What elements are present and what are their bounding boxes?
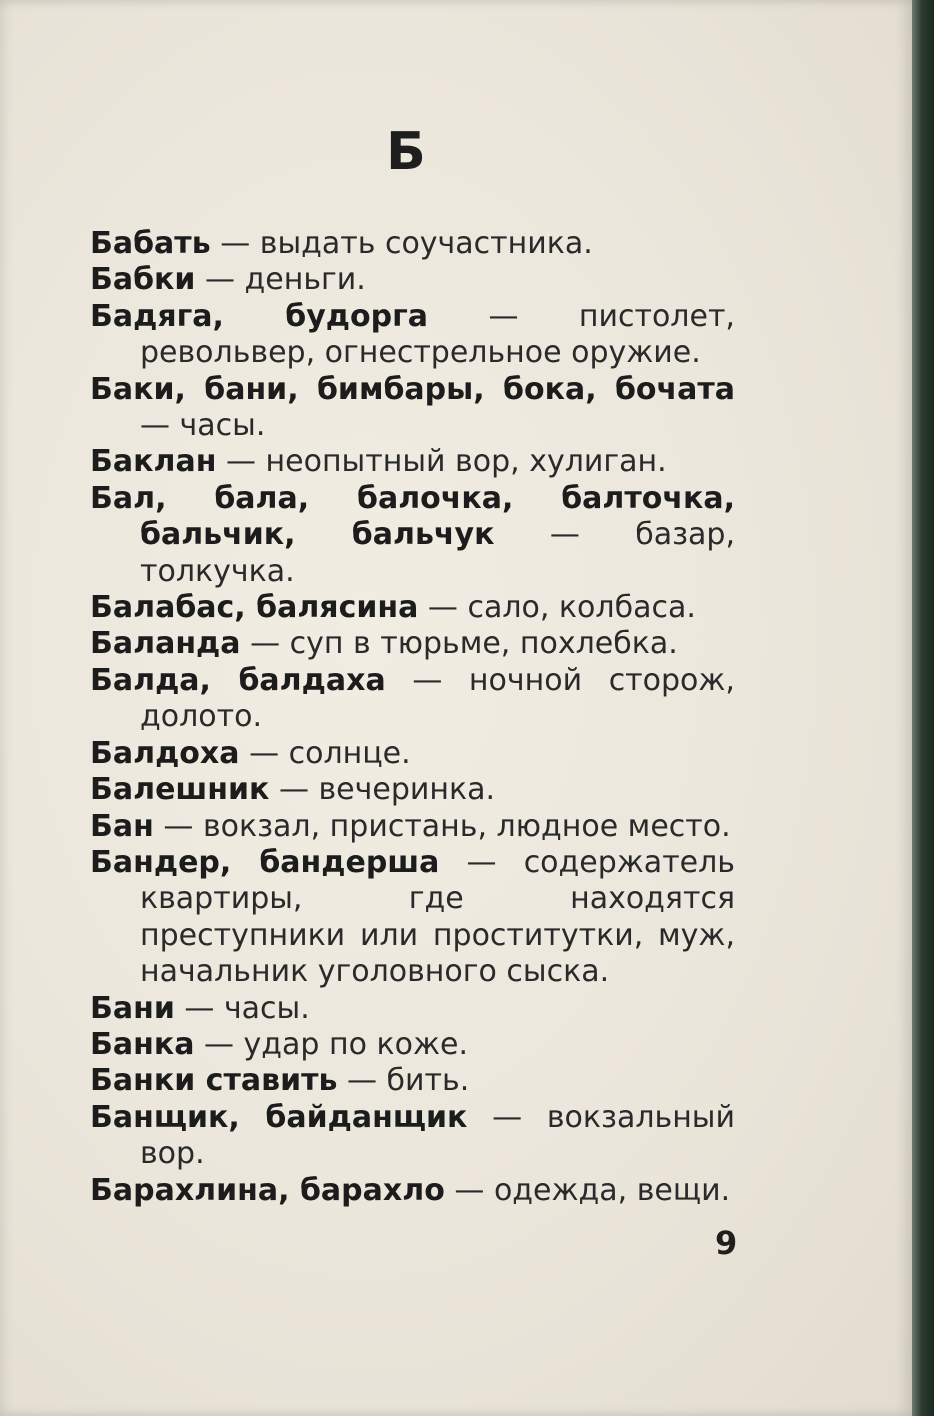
entry-headword: Баланда bbox=[90, 626, 241, 662]
section-letter: Б bbox=[386, 122, 426, 182]
entry-definition: неопытный вор, хулиган. bbox=[265, 444, 667, 480]
entry-definition: выдать соучастника. bbox=[259, 226, 593, 261]
dictionary-entry: Баки, бани, бимбары, бока, бочата — часы. bbox=[90, 371, 735, 444]
dictionary-entry: Балабас, балясина — сало, колбаса. bbox=[90, 590, 696, 626]
dictionary-entries bbox=[90, 226, 735, 1209]
entry-definition: суп в тюрьме, похлебка. bbox=[289, 626, 678, 662]
entry-definition: часы. bbox=[223, 990, 310, 1026]
entry-definition: вокзал, пристань, людное место. bbox=[202, 808, 731, 844]
dictionary-entry: Бани — часы. bbox=[90, 990, 310, 1026]
entry-definition: одежда, вещи. bbox=[493, 1172, 731, 1208]
entry-headword: Балабас, балясина bbox=[90, 590, 419, 626]
entry-headword: Балда, балдаха bbox=[90, 662, 386, 698]
dictionary-entry: Бабать — выдать соучастника. bbox=[90, 226, 593, 261]
entry-headword: Бабать bbox=[90, 226, 211, 261]
dictionary-entry: Балдоха — солнце. bbox=[90, 735, 411, 771]
entry-headword: Бадяга, будорга bbox=[90, 298, 428, 334]
dictionary-entry: Банщик, байданщик — вокзальный вор. bbox=[90, 1099, 735, 1172]
dictionary-entry: Банка — удар по коже. bbox=[90, 1026, 469, 1062]
entry-headword: Банщик, байданщик bbox=[90, 1099, 468, 1135]
entry-headword: Бани bbox=[90, 990, 175, 1026]
entry-definition: базар, толкучка. bbox=[140, 517, 735, 589]
dictionary-entry: Балда, балдаха — ночной сторож, долото. bbox=[90, 662, 735, 735]
entry-definition: содержатель квартиры, где находятся преступники или проститутки, муж, начальник уголовного сыска. bbox=[140, 844, 735, 990]
entry-definition: вечеринка. bbox=[318, 772, 496, 808]
entry-headword: Баки, бани, бимбары, бока, бочата bbox=[90, 371, 735, 407]
dictionary-entry: Барахлина, барахло — одежда, вещи. bbox=[90, 1172, 731, 1208]
entry-definition: сало, колбаса. bbox=[467, 590, 696, 626]
entry-definition: вокзальный вор. bbox=[140, 1099, 735, 1172]
entry-headword: Балешник bbox=[90, 772, 270, 808]
dictionary-entry: Бабки — деньги. bbox=[90, 262, 366, 298]
dictionary-entry: Бадяга, будорга — пистолет, револьвер, огнестрельное оружие. bbox=[90, 298, 735, 371]
book-spine bbox=[912, 0, 934, 1416]
dictionary-entry: Бандер, бандерша — содержатель квартиры, где находятся преступники или проститутки, муж, начальник уголовного сыска. bbox=[90, 844, 735, 990]
entry-definition: бить. bbox=[386, 1063, 470, 1099]
entry-headword: Бал, бала, балочка, балточка, бальчик, бальчук bbox=[90, 480, 735, 553]
dictionary-entry: Балешник — вечеринка. bbox=[90, 772, 496, 808]
dictionary-entry: Бал, бала, балочка, балточка, бальчик, бальчук — базар, толкучка. bbox=[90, 480, 735, 589]
entry-definition: удар по коже. bbox=[243, 1026, 469, 1062]
dictionary-entry: Баланда — суп в тюрьме, похлебка. bbox=[90, 626, 678, 662]
entry-definition: солнце. bbox=[288, 735, 411, 771]
entry-headword: Бандер, бандерша bbox=[90, 844, 440, 880]
page-number: 9 bbox=[715, 1224, 738, 1262]
entry-headword: Банки ставить bbox=[90, 1063, 338, 1099]
dictionary-entry: Банки ставить — бить. bbox=[90, 1063, 470, 1099]
entry-definition: ночной сторож, долото. bbox=[140, 662, 735, 735]
dictionary-entry: Баклан — неопытный вор, хулиган. bbox=[90, 444, 667, 480]
entry-headword: Барахлина, барахло bbox=[90, 1172, 445, 1208]
entry-definition: деньги. bbox=[244, 262, 366, 298]
entry-definition: пистолет, револьвер, огнестрельное оружие. bbox=[140, 298, 735, 371]
entry-definition: часы. bbox=[179, 408, 266, 444]
entry-headword: Бабки bbox=[90, 262, 196, 298]
entry-headword: Банка bbox=[90, 1026, 195, 1062]
entry-headword: Баклан bbox=[90, 444, 217, 480]
entry-headword: Балдоха bbox=[90, 735, 240, 771]
dictionary-entry: Бан — вокзал, пристань, людное место. bbox=[90, 808, 731, 844]
entry-headword: Бан bbox=[90, 808, 154, 844]
